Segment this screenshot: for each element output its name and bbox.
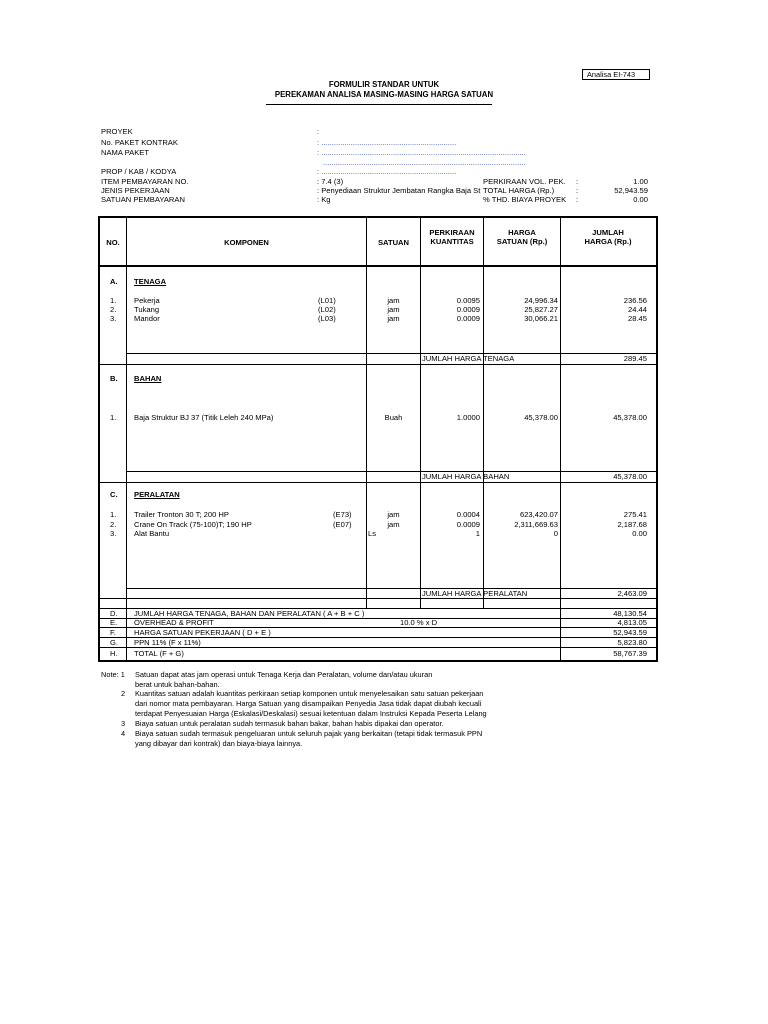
note-number: 3 xyxy=(121,719,126,728)
subtotal-label-peralatan: JUMLAH HARGA PERALATAN xyxy=(422,589,528,598)
section-divider-ab xyxy=(99,364,657,365)
label-proyek: PROYEK xyxy=(101,127,133,136)
row-kuantitas: 0.0095 xyxy=(456,296,480,305)
label-vol: PERKIRAAN VOL. PEK. xyxy=(483,177,566,186)
subtotal-line-top-bahan xyxy=(126,471,657,472)
row-kuantitas: 1.0000 xyxy=(456,413,480,422)
row-satuan: jam xyxy=(387,314,400,323)
header-harga: HARGA SATUAN (Rp.) xyxy=(496,228,548,247)
summary-mid: 10.0 % x D xyxy=(400,618,438,627)
subtotal-label-bahan: JUMLAH HARGA BAHAN xyxy=(422,472,510,481)
col-line-3-header xyxy=(420,218,421,266)
value-paket-kontrak: : ................................................................ xyxy=(317,138,457,147)
value-nama-paket: : ................................................................................................. xyxy=(317,148,526,157)
title-underline xyxy=(266,104,492,105)
col-line-1-body xyxy=(126,267,127,608)
label-paket-kontrak: No. PAKET KONTRAK xyxy=(101,138,178,147)
row-satuan: Buah xyxy=(384,413,403,422)
row-no: 1. xyxy=(110,296,117,305)
row-satuan: jam xyxy=(387,296,400,305)
row-harga: 623,420.07 xyxy=(519,510,558,519)
row-jumlah: 45,378.00 xyxy=(613,413,647,422)
label-nama-paket: NAMA PAKET xyxy=(101,148,149,157)
row-harga: 30,066.21 xyxy=(524,314,558,323)
label-biaya: % THD. BIAYA PROYEK xyxy=(483,195,567,204)
form-title-line1: FORMULIR STANDAR UNTUK xyxy=(328,80,440,89)
label-satuan: SATUAN PEMBAYARAN xyxy=(101,195,185,204)
note-line: yang dibayar dari kontrak) dan biaya-biaya lainnya. xyxy=(135,739,303,748)
subtotal-value-peralatan: 2,463.09 xyxy=(617,589,647,598)
row-satuan: jam xyxy=(387,510,400,519)
row-kuantitas: 0.0009 xyxy=(456,520,480,529)
table-border-left xyxy=(98,216,100,662)
row-name: Mandor xyxy=(134,314,160,323)
row-name: Pekerja xyxy=(134,296,160,305)
note-line: terdapat Penyesuaian Harga (Eskalasi/Deskalasi) sesuai ketentuan dalam Instruksi Kepada Peserta Lelang xyxy=(135,709,487,718)
col-line-5-header xyxy=(560,218,561,266)
row-jumlah: 28.45 xyxy=(627,314,647,323)
note-line: Biaya satuan sudah termasuk pengeluaran untuk seluruh pajak yang berkaitan (tetapi tidak termasuk PPN xyxy=(135,729,483,738)
row-kode: (E73) xyxy=(333,510,352,519)
col-line-5-body xyxy=(560,267,561,660)
row-jumlah: 2,187.68 xyxy=(617,520,647,529)
row-no: 2. xyxy=(110,520,117,529)
colon-total: : xyxy=(576,186,579,195)
subtotal-label-tenaga: JUMLAH HARGA TENAGA xyxy=(422,354,515,363)
section-title-peralatan: PERALATAN xyxy=(134,490,180,499)
row-harga: 2,311,669.63 xyxy=(514,520,558,529)
row-kuantitas: 0.0009 xyxy=(456,314,480,323)
row-jumlah: 275.41 xyxy=(623,510,647,519)
row-name: Crane On Track (75-100)T; 190 HP xyxy=(134,520,252,529)
header-komponen: KOMPONEN xyxy=(224,238,269,247)
summary-line-4 xyxy=(99,647,657,648)
form-title-line2: PEREKAMAN ANALISA MASING-MASING HARGA SATUAN xyxy=(274,90,494,99)
value-total: 52,943.59 xyxy=(614,186,648,195)
note-number: Note: 1 xyxy=(101,670,125,679)
summary-label: OVERHEAD & PROFIT xyxy=(134,618,214,627)
summary-value: 52,943.59 xyxy=(613,628,647,637)
label-prop: PROP / KAB / KODYA xyxy=(101,167,177,176)
table-border-bottom xyxy=(98,660,658,662)
summary-value: 58,767.39 xyxy=(613,649,647,658)
subtotal-line-top-tenaga xyxy=(126,353,657,354)
note-line: berat untuk bahan-bahan. xyxy=(135,680,220,689)
table-border-top xyxy=(98,216,658,218)
note-line: dari nomor mata pembayaran. Harga Satuan yang disampaikan Penyedia Jasa tidak dapat diubah kecuali xyxy=(135,699,482,708)
label-jenis: JENIS PEKERJAAN xyxy=(101,186,170,195)
subtotal-line-top-peralatan xyxy=(126,588,657,589)
row-name: Baja Struktur BJ 37 (Titik Leleh 240 MPa) xyxy=(134,413,274,422)
value-vol: 1.00 xyxy=(633,177,648,186)
label-total: TOTAL HARGA (Rp.) xyxy=(483,186,555,195)
value-item: : 7.4 (3) xyxy=(317,177,344,186)
row-satuan: Ls xyxy=(368,529,377,538)
section-title-bahan: BAHAN xyxy=(134,374,162,383)
value-proyek: : xyxy=(317,127,320,136)
row-jumlah: 236.56 xyxy=(623,296,647,305)
section-title-tenaga: TENAGA xyxy=(134,277,167,286)
section-divider-bc xyxy=(99,482,657,483)
row-no: 1. xyxy=(110,413,117,422)
summary-code: D. xyxy=(110,609,118,618)
table-border-right xyxy=(656,216,658,662)
note-line: Kuantitas satuan adalah kuantitas perkiraan setiap komponen untuk menyelesaikan satu satuan pekerjaan xyxy=(135,689,484,698)
row-kode: (L01) xyxy=(318,296,336,305)
note-number: 2 xyxy=(121,689,126,698)
summary-code: G. xyxy=(110,638,119,647)
subtotal-value-bahan: 45,378.00 xyxy=(613,472,647,481)
row-harga: 45,378.00 xyxy=(524,413,558,422)
section-code-bahan: B. xyxy=(110,374,118,383)
col-line-summary xyxy=(126,608,127,660)
header-kuantitas: PERKIRAAN KUANTITAS xyxy=(429,228,475,247)
row-satuan: jam xyxy=(387,305,400,314)
row-no: 2. xyxy=(110,305,117,314)
row-satuan: jam xyxy=(387,520,400,529)
row-jumlah: 0.00 xyxy=(632,529,647,538)
colon-biaya: : xyxy=(576,195,579,204)
note-number: 4 xyxy=(121,729,126,738)
section-code-peralatan: C. xyxy=(110,490,118,499)
summary-code: F. xyxy=(110,628,116,637)
row-kuantitas: 0.0004 xyxy=(456,510,480,519)
note-line: Biaya satuan untuk peralatan sudah termasuk bahan bakar, bahan habis dipakai dan operator. xyxy=(135,719,444,728)
summary-label: PPN 11% (F x 11%) xyxy=(134,638,201,647)
row-harga: 24,996.34 xyxy=(524,296,558,305)
subtotal-value-tenaga: 289.45 xyxy=(623,354,647,363)
row-no: 1. xyxy=(110,510,117,519)
summary-value: 48,130.54 xyxy=(613,609,647,618)
col-line-4-header xyxy=(483,218,484,266)
label-item: ITEM PEMBAYARAN NO. xyxy=(101,177,189,186)
header-divider xyxy=(98,265,658,267)
row-jumlah: 24.44 xyxy=(627,305,647,314)
summary-value: 4,813.05 xyxy=(617,618,647,627)
row-name: Trailer Tronton 30 T; 200 HP xyxy=(134,510,229,519)
header-no: NO. xyxy=(106,238,120,247)
row-kuantitas: 1 xyxy=(475,529,480,538)
note-line: Satuan dapat atas jam operasi untuk Tenaga Kerja dan Peralatan, volume dan/atau ukuran xyxy=(135,670,433,679)
summary-label: JUMLAH HARGA TENAGA, BAHAN DAN PERALATAN ( A + B + C ) xyxy=(134,609,365,618)
row-kode: (L03) xyxy=(318,314,336,323)
section-code-tenaga: A. xyxy=(110,277,118,286)
summary-value: 5,823.80 xyxy=(617,638,647,647)
summary-code: E. xyxy=(110,618,118,627)
row-kode: (E07) xyxy=(333,520,352,529)
row-kuantitas: 0.0009 xyxy=(456,305,480,314)
summary-label: TOTAL (F + G) xyxy=(134,649,184,658)
form-reference-code xyxy=(582,69,650,80)
summary-code: H. xyxy=(110,649,118,658)
header-jumlah: JUMLAH HARGA (Rp.) xyxy=(584,228,632,247)
value-jenis: : Penyediaan Struktur Jembatan Rangka Baja St xyxy=(317,187,481,195)
value-prop: : ................................................................ xyxy=(317,167,457,176)
row-no: 3. xyxy=(110,314,117,323)
value-biaya: 0.00 xyxy=(633,195,648,204)
subtotal-line-bottom-peralatan xyxy=(99,598,657,599)
value-satuan: : Kg xyxy=(317,195,331,204)
row-kode: (L02) xyxy=(318,305,336,314)
row-name: Alat Bantu xyxy=(134,529,170,538)
row-no: 3. xyxy=(110,529,117,538)
colon-vol: : xyxy=(576,177,579,186)
value-nama-paket-cont: ................................................................................................ xyxy=(323,158,526,167)
row-harga: 0 xyxy=(553,529,558,538)
ref-code-text: Analisa EI-743 xyxy=(587,70,636,79)
summary-label: HARGA SATUAN PEKERJAAN ( D + E ) xyxy=(134,628,271,637)
row-name: Tukang xyxy=(134,305,160,314)
row-harga: 25,827.27 xyxy=(524,305,558,314)
header-satuan: SATUAN xyxy=(377,238,410,247)
